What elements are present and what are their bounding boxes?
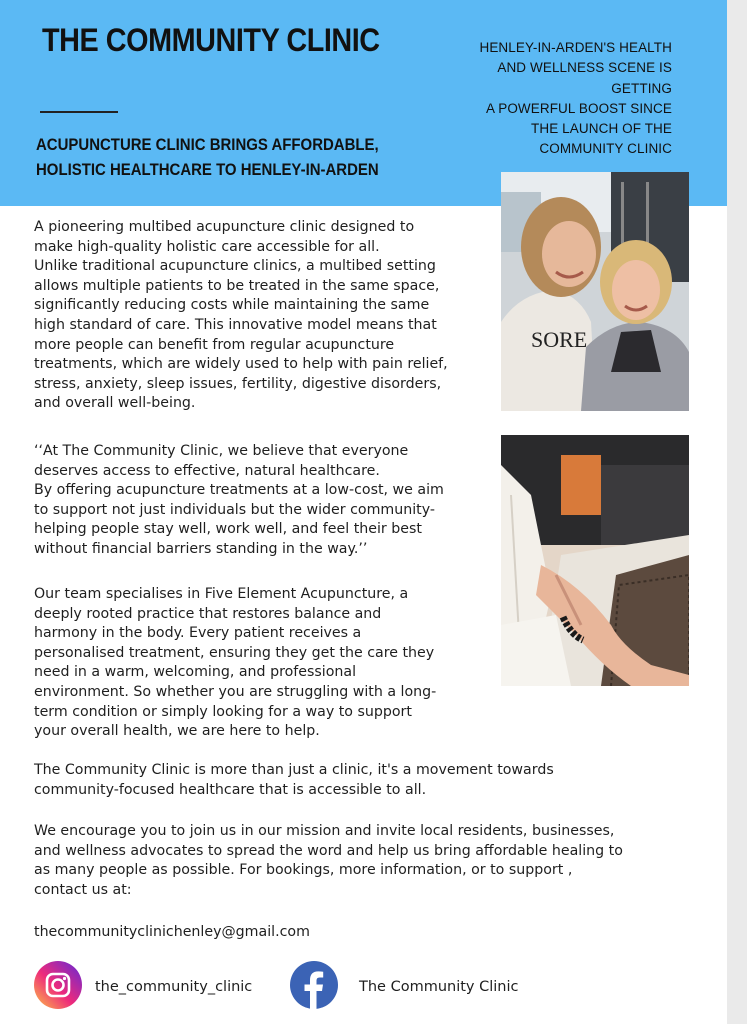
title-divider xyxy=(40,111,118,113)
call-to-action-paragraph: We encourage you to join us in our mission and invite local residents, businesses, and wellness advocates to spread the word and help us bring affordable healing to as many people as possible. For bookings, more information, or to support , contact us at: xyxy=(34,823,623,898)
instagram-link[interactable] xyxy=(34,961,252,1013)
header-tagline: HENLEY-IN-ARDEN'S HEALTH AND WELLNESS SCENE IS GETTING A POWERFUL BOOST SINCE THE LAUNCH OF THE COMMUNITY CLINIC xyxy=(479,40,672,157)
movement-paragraph: The Community Clinic is more than just a clinic, it's a movement towards community-focused healthcare that is accessible to all. xyxy=(34,762,554,798)
facebook-icon xyxy=(290,961,338,1013)
clinic-team-photo xyxy=(501,172,689,411)
facebook-link[interactable] xyxy=(290,961,518,1013)
facebook-page-name: The Community Clinic xyxy=(359,979,519,995)
intro-paragraph: A pioneering multibed acupuncture clinic designed to make high-quality holistic care accessible for all. Unlike traditional acupuncture clinics, a multibed setting allows multiple patients to be treated in the same space, significantly reducing costs while maintaining the same high standard of care. This innovative model means that more people can benefit from regular acupuncture treatments, which are widely used to help with pain relief, stress, anxiety, sleep issues, fertility, digestive disorders, and overall well-being. xyxy=(34,219,448,412)
svg-text:SORE: SORE xyxy=(531,327,588,352)
page-title: THE COMMUNITY CLINIC xyxy=(42,22,380,58)
page-edge xyxy=(727,0,747,1024)
instagram-handle: the_community_clinic xyxy=(95,979,253,995)
team-paragraph: Our team specialises in Five Element Acupuncture, a deeply rooted practice that restores balance and harmony in the body. Every patient receives a personalised treatment, ensuring they get the care they need in a warm, welcoming, and professional environment. So whether you are struggling with a long- term condition or simply looking for a way to support your overall health, we are here to help. xyxy=(34,586,437,740)
article-headline: ACUPUNCTURE CLINIC BRINGS AFFORDABLE, HOLISTIC HEALTHCARE TO HENLEY-IN-ARDEN xyxy=(36,135,379,179)
quote-paragraph: ‘‘At The Community Clinic, we believe that everyone deserves access to effective, natural healthcare. By offering acupuncture treatments at a low-cost, we aim to support not just individuals but the wider community- helping people stay well, work well, and feel their best without financial barriers standing in the way.’’ xyxy=(34,443,444,557)
treatment-photo xyxy=(501,435,689,686)
instagram-icon xyxy=(34,961,82,1013)
contact-email[interactable]: thecommunityclinichenley@gmail.com xyxy=(34,924,310,940)
